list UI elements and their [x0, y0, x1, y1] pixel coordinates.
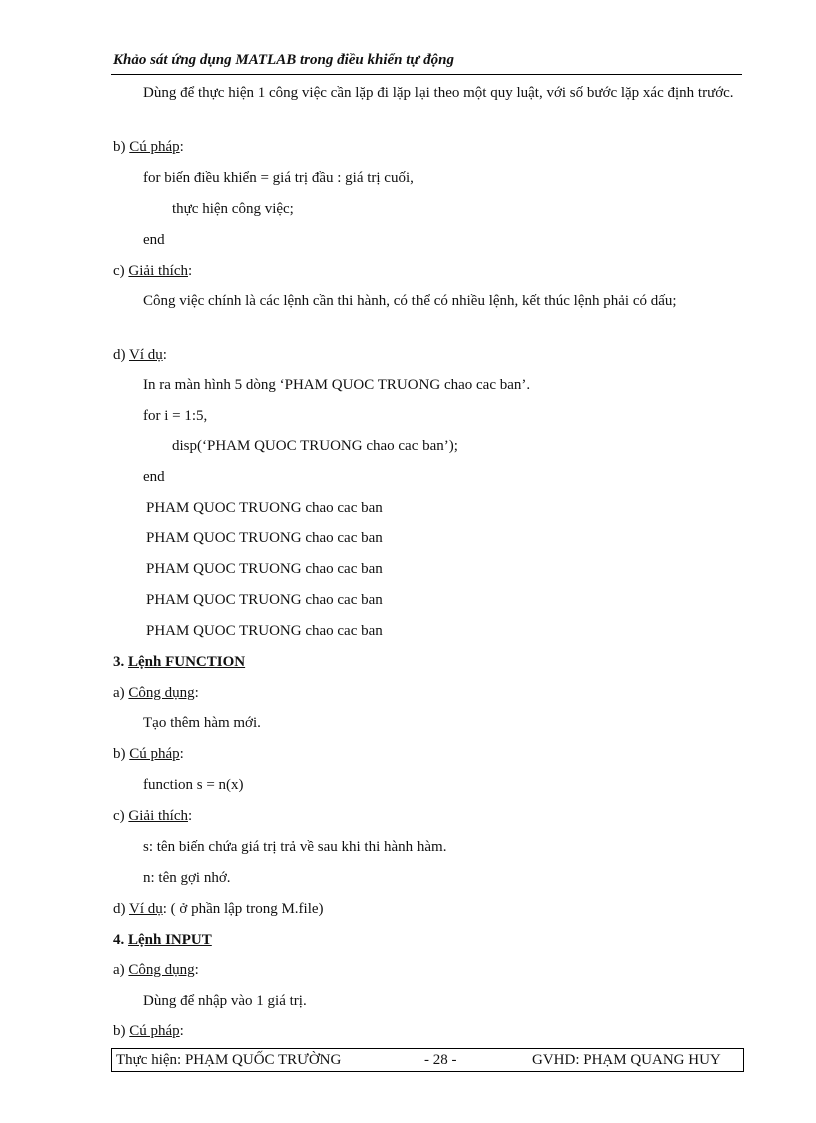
function-syntax: function s = n(x) [143, 777, 244, 793]
for-syntax-line-1: for biến điều khiển = giá trị đầu : giá trị cuối, [143, 170, 414, 186]
for-syntax-line-2: thực hiện công việc; [172, 201, 294, 217]
function-usage-label: a) Công dụng: [113, 685, 199, 701]
footer-page-number: - 28 - [424, 1052, 457, 1068]
for-code-line-2: disp(‘PHAM QUOC TRUONG chao cac ban’); [172, 438, 458, 454]
for-example-label: d) Ví dụ: [113, 347, 167, 363]
function-explain-line-2: n: tên gợi nhớ. [143, 870, 231, 886]
footer-author: Thực hiện: PHẠM QUỐC TRƯỜNG [116, 1052, 342, 1068]
function-example-label: d) Ví dụ: ( ở phần lập trong M.file) [113, 901, 324, 917]
for-explain-paragraph [113, 290, 740, 312]
input-section-heading: 4. Lệnh INPUT [113, 932, 212, 948]
input-syntax-label: b) Cú pháp: [113, 1023, 184, 1039]
for-example-intro: In ra màn hình 5 dòng ‘PHAM QUOC TRUONG chao cac ban’. [143, 377, 531, 393]
page-footer [111, 1048, 744, 1072]
for-code-line-3: end [143, 469, 165, 485]
output-line: PHAM QUOC TRUONG chao cac ban [146, 561, 383, 577]
header-rule [111, 74, 742, 75]
output-line: PHAM QUOC TRUONG chao cac ban [146, 592, 383, 608]
for-syntax-label: b) Cú pháp: [113, 139, 184, 155]
input-usage-label: a) Công dụng: [113, 962, 199, 978]
for-code-line-1: for i = 1:5, [143, 408, 208, 424]
for-syntax-line-3: end [143, 232, 165, 248]
output-line: PHAM QUOC TRUONG chao cac ban [146, 500, 383, 516]
for-explain-text: Công việc chính là các lệnh cần thi hành, có thể có nhiều lệnh, kết thúc lệnh phải có dấu; [143, 293, 677, 309]
intro-text: Dùng để thực hiện 1 công việc cần lặp đi lặp lại theo một quy luật, với số bước lặp xác định trước. [143, 85, 734, 101]
intro-paragraph [113, 82, 740, 104]
footer-advisor: GVHD: PHẠM QUANG HUY [532, 1052, 721, 1068]
function-section-heading: 3. Lệnh FUNCTION [113, 654, 246, 670]
input-usage-text: Dùng để nhập vào 1 giá trị. [143, 993, 307, 1009]
output-line: PHAM QUOC TRUONG chao cac ban [146, 530, 383, 546]
function-explain-line-1: s: tên biến chứa giá trị trả về sau khi thi hành hàm. [143, 839, 447, 855]
for-explain-label: c) Giải thích: [113, 263, 193, 279]
function-explain-label: c) Giải thích: [113, 808, 193, 824]
function-usage-text: Tạo thêm hàm mới. [143, 715, 261, 731]
page-header-title: Khảo sát ứng dụng MATLAB trong điều khiển tự động [113, 52, 454, 68]
output-line: PHAM QUOC TRUONG chao cac ban [146, 623, 383, 639]
function-syntax-label: b) Cú pháp: [113, 746, 184, 762]
